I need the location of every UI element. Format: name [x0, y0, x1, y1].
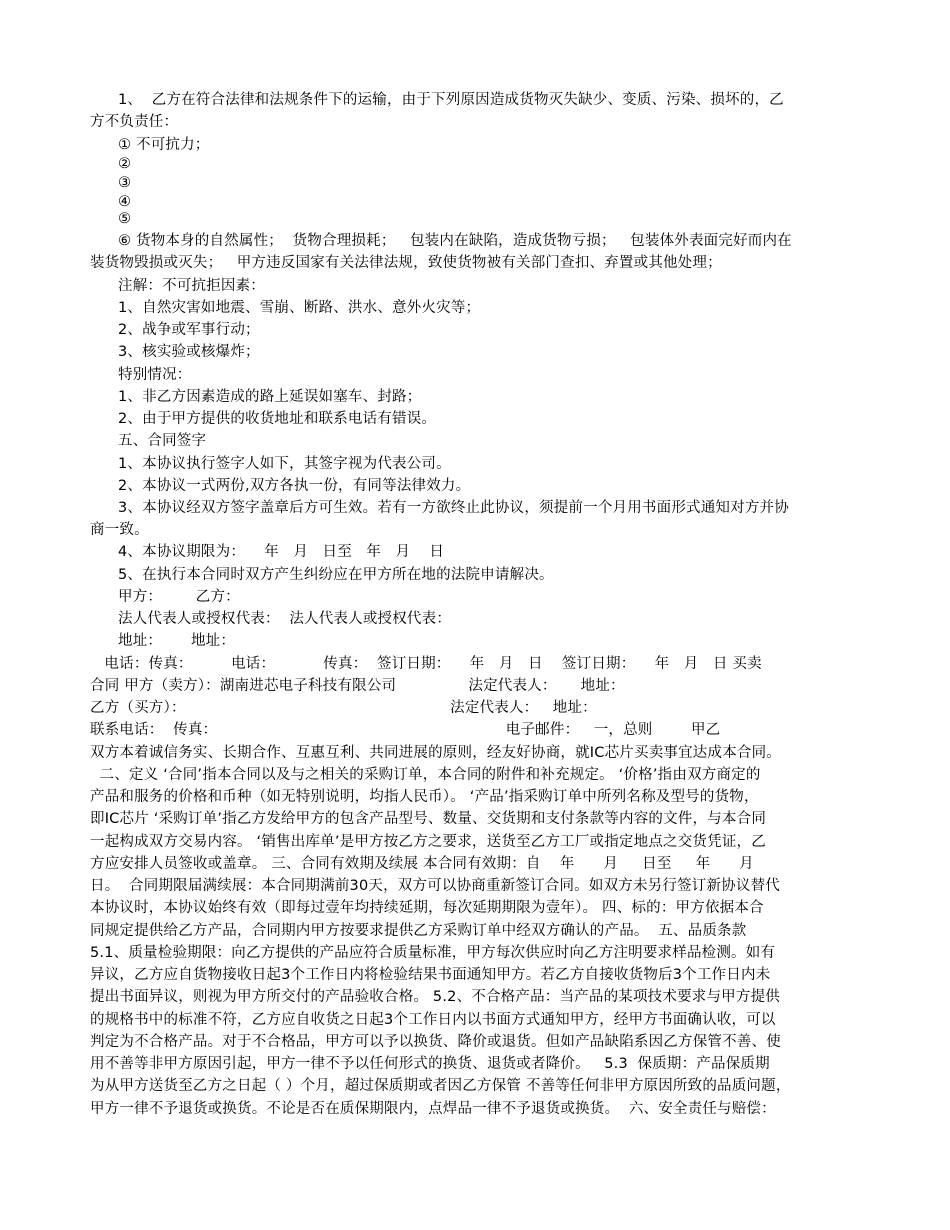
text-line: 五、合同签字 [118, 433, 207, 449]
text-line: 异议，乙方应自货物接收日起3个工作日内将检验结果书面通知甲方。若乙方自接收货物后3个工作日内未 [90, 967, 771, 983]
text-line: 2、本协议一式两份,双方各执一份，有同等法律效力。 [118, 478, 471, 494]
text-line: 法人代表人或授权代表： 法人代表人或授权代表： [118, 611, 452, 627]
text-line: 即IC芯片 ‘采购订单’指乙方发给甲方的包含产品型号、数量、交货期和支付条款等内容的文件，与本合同 [90, 811, 767, 827]
text-line: 合同 甲方（卖方）：湖南进芯电子科技有限公司 法定代表人： 地址： [90, 678, 625, 694]
text-line: 3、本协议经双方签字盖章后方可生效。若有一方欲终止此协议，须提前一个月用书面形式通知对方并协 [118, 500, 789, 516]
text-line: 用不善等非甲方原因引起，甲方一律不予以任何形式的换货、退货或者降价。 5.3 保质期：产品保质期 [90, 1056, 770, 1072]
text-line: ⑤ [118, 211, 132, 227]
text-line: 5、在执行本合同时双方产生纠纷应在甲方所在地的法院申请解决。 [118, 567, 554, 583]
text-line: 为从甲方送货至乙方之日起（ ）个月，超过保质期或者因乙方保管 不善等任何非甲方原因所致的品质问题， [90, 1078, 791, 1094]
text-line: 二、定义 ‘合同’指本合同以及与之相关的采购订单，本合同的附件和补充规定。 ‘价格’指由双方商定的 [90, 767, 761, 783]
text-line: 方不负责任： [90, 114, 179, 130]
text-line: 1、本协议执行签字人如下，其签字视为代表公司。 [118, 456, 451, 472]
text-line: 商一致。 [90, 522, 149, 538]
text-line: 1、自然灾害如地震、雪崩、断路、洪水、意外火灾等； [118, 300, 481, 316]
text-line: 特别情况： [118, 367, 192, 383]
text-line: 地址： 地址： [118, 633, 236, 649]
text-line: 产品和服务的价格和币种（如无特别说明，均指人民币）。 ‘产品’指采购订单中所列名称及型号的货物， [90, 789, 759, 805]
text-line: 2、战争或军事行动； [118, 322, 260, 338]
text-line: 乙方（买方）： 法定代表人： 地址： [90, 700, 597, 716]
text-line: ⑥ 货物本身的自然属性； 货物合理损耗； 包装内在缺陷，造成货物亏损； 包装体外表面完好而内在 [118, 233, 792, 249]
text-line: 1、 乙方在符合法律和法规条件下的运输，由于下列原因造成货物灭失缺少、变质、污染、损坏的，乙 [118, 92, 784, 108]
text-line: ③ [118, 175, 132, 191]
text-line: 一起构成双方交易内容。 ‘销售出库单’是甲方按乙方之要求，送货至乙方工厂或指定地点之交货凭证，乙 [90, 834, 766, 850]
text-line: 判定为不合格产品。对于不合格品，甲方可以予以换货、降价或退货。但如产品缺陷系因乙方保管不善、使 [90, 1034, 781, 1050]
text-line: 2、由于甲方提供的收货地址和联系电话有错误。 [118, 411, 437, 427]
text-line: 联系电话： 传真： 电子邮件： 一，总则 甲乙 [90, 722, 721, 738]
text-line: 3、核实验或核爆炸； [118, 344, 260, 360]
text-line: 甲方一律不予退货或换货。不论是否在质保期限内，点焊品一律不予退货或换货。 六、安全责任与赔偿： [90, 1101, 776, 1117]
text-line: ④ [118, 194, 132, 210]
text-line: ① 不可抗力； [118, 137, 210, 153]
text-line: 双方本着诚信务实、长期合作、互惠互利、共同进展的原则，经友好协商，就IC芯片买卖事宜达成本合同。 [90, 745, 781, 761]
text-line: 装货物毁损或灭失； 甲方违反国家有关法律法规，致使货物被有关部门查扣、弃置或其他处理； [90, 255, 722, 271]
text-line: 甲方： 乙方： [118, 589, 240, 605]
text-line: 同规定提供给乙方产品，合同期内甲方按要求提供乙方采购订单中经双方确认的产品。 五、品质条款 [90, 923, 747, 939]
text-line: 5.1、质量检验期限：向乙方提供的产品应符合质量标准，甲方每次供应时向乙方注明要求样品检测。如有 [90, 945, 776, 961]
text-line: 4、本协议期限为： 年 月 日至 年 月 日 [118, 544, 445, 560]
text-line: 方应安排人员签收或盖章。 三、合同有效期及续展 本合同有效期：自 年 月 日至 年 月 [90, 856, 754, 872]
text-line: ② [118, 156, 132, 172]
text-line: 本协议时，本协议始终有效（即每过壹年均持续延期，每次延期期限为壹年）。 四、标的：甲方依据本合 [90, 900, 764, 916]
text-line: 注解：不可抗拒因素： [118, 278, 265, 294]
text-line: 1、非乙方因素造成的路上延误如塞车、封路； [118, 389, 422, 405]
text-line: 提出书面异议，则视为甲方所交付的产品验收合格。 5.2、不合格产品：当产品的某项技术要求与甲方提供 [90, 989, 780, 1005]
text-line: 的规格书中的标准不符，乙方应自收货之日起3个工作日内以书面方式通知甲方，经甲方书面确认收，可以 [90, 1012, 776, 1028]
text-line: 电话：传真： 电话： 传真： 签订日期： 年 月 日 签订日期： 年 月 日 买卖 [90, 656, 762, 672]
text-line: 日。 合同期限届满续展：本合同期满前30天，双方可以协商重新签订合同。如双方未另行签订新协议替代 [90, 878, 780, 894]
